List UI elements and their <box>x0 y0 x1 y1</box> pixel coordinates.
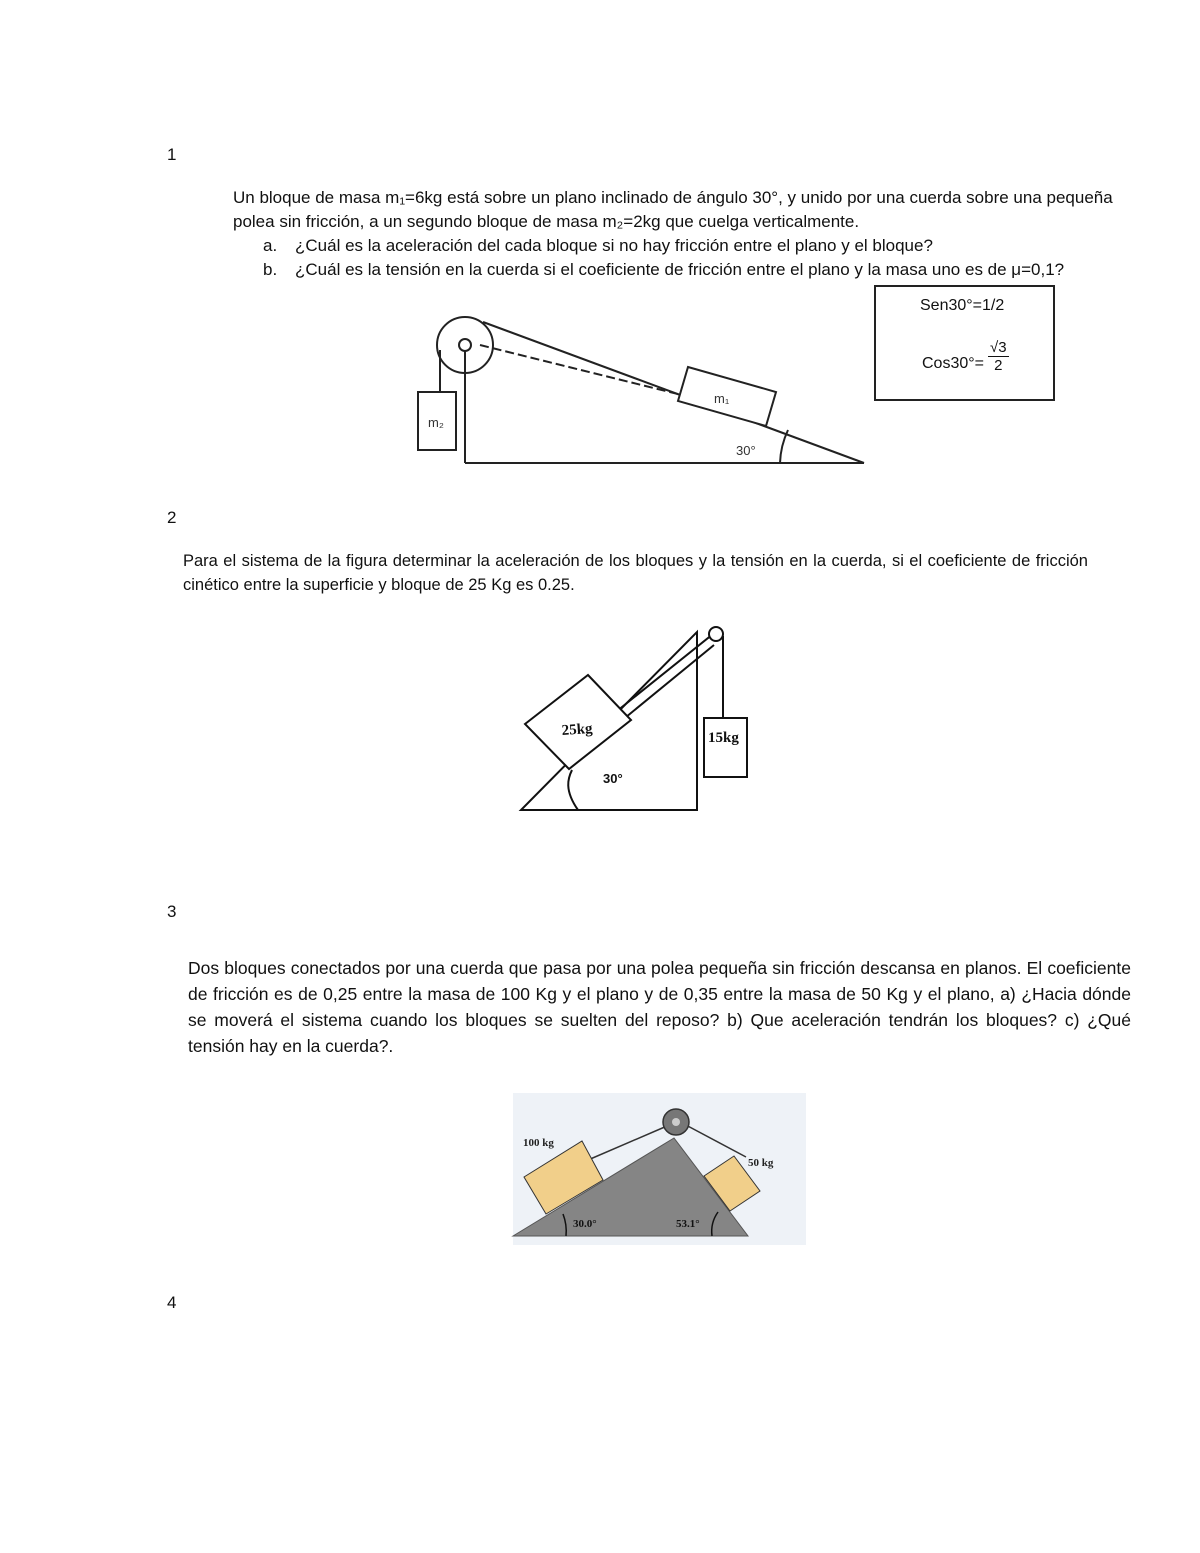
problem-3-statement: Dos bloques conectados por una cuerda que pasa por una polea pequeña sin fricción descansa en planos. El coeficiente de fricción es de 0,25 entre la masa de 100 Kg y el plano y de 0,35 entre la masa de 50 Kg y el plano, a) ¿Hacia dónde se moverá el sistema cuando los bloques se suelten del reposo? b) Que aceleración tendrán los bloques? c) ¿Qué tensión hay en la cuerda?. <box>188 958 1131 1056</box>
problem-number-3: 3 <box>167 902 177 921</box>
cos-identity-label: Cos30°= <box>922 355 984 372</box>
problem-number-1: 1 <box>167 145 177 164</box>
sin-identity: Sen30°=1/2 <box>920 297 1005 314</box>
figure-1 <box>418 317 864 463</box>
figure-3-label-50kg: 50 kg <box>748 1157 774 1169</box>
figure-2-label-15kg: 15kg <box>708 730 739 746</box>
pulley-axle-icon <box>459 339 471 351</box>
figure-3-angle-right-label: 53.1° <box>676 1218 700 1230</box>
figure-3 <box>513 1093 806 1245</box>
problem-1-text: Un bloque de masa m₁=6kg está sobre un plano inclinado de ángulo 30°, y unido por una cuerda sobre una pequeña polea sin fricción, a un segundo bloque de masa m₂=2kg que cuelga verticalmente. <box>233 188 1113 231</box>
figure-2-angle-label: 30° <box>603 771 623 786</box>
figure-1-angle-arc <box>780 430 788 463</box>
figure-3-pulley-axle-icon <box>672 1118 680 1126</box>
cos-numerator: √3 <box>990 339 1007 356</box>
figure-2-pulley-icon <box>709 627 723 641</box>
question-b-marker: b. <box>263 260 278 279</box>
figure-3-angle-left-label: 30.0° <box>573 1218 597 1230</box>
figure-2-block-15kg <box>704 718 747 777</box>
figure-2 <box>521 627 747 810</box>
cos-denominator: 2 <box>994 357 1003 374</box>
figure-2-angle-arc <box>568 770 578 810</box>
figure-2-label-25kg: 25kg <box>561 720 594 739</box>
problem-2-statement: Para el sistema de la figura determinar la aceleración de los bloques y la tensión en la cuerda, si el coeficiente de fricción cinético entre la superficie y bloque de 25 Kg es 0.25. <box>183 552 1088 594</box>
problem-number-2: 2 <box>167 508 177 527</box>
figure-3-label-100kg: 100 kg <box>523 1137 554 1149</box>
question-a-marker: a. <box>263 236 278 255</box>
problem-number-4: 4 <box>167 1293 177 1312</box>
figure-1-m1-label: m₁ <box>714 391 730 406</box>
figure-1-m2-label: m₂ <box>428 415 444 430</box>
figure-1-rope <box>480 345 690 397</box>
question-a-text: ¿Cuál es la aceleración del cada bloque si no hay fricción entre el plano y el bloque? <box>295 236 933 255</box>
figure-2-rope-lower <box>620 645 714 722</box>
figure-1-angle-label: 30° <box>736 443 756 458</box>
question-b-text: ¿Cuál es la tensión en la cuerda si el coeficiente de fricción entre el plano y la masa uno es de μ=0,1? <box>295 260 1065 279</box>
